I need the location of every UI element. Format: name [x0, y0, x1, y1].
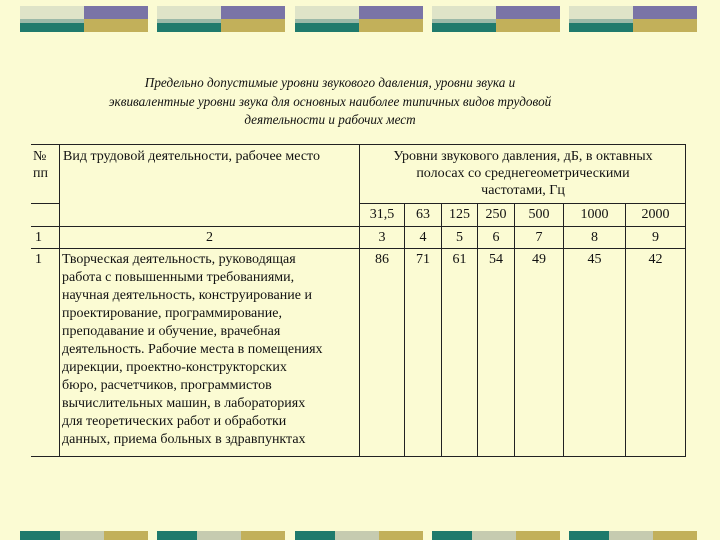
- slide-title-line: деятельности и рабочих мест: [244, 112, 416, 127]
- col-levels-header: Уровни звукового давления, дБ, в октавных: [393, 149, 653, 164]
- activity-description-line: вычислительных машин, в лабораториях: [62, 396, 306, 411]
- index-cell: 5: [456, 230, 463, 245]
- frequency-header: 2000: [641, 207, 670, 222]
- table-rule: [359, 144, 360, 457]
- decor-block: [20, 531, 148, 540]
- noise-levels-table: [31, 144, 686, 457]
- decor-block: [569, 6, 697, 32]
- col-levels-header: частотами, Гц: [481, 183, 565, 198]
- col-num-header: №: [33, 149, 47, 164]
- activity-description-line: данных, приема больных в здравпунктах: [62, 432, 306, 447]
- slide-title-line: эквивалентные уровни звука для основных наиболее типичных видов трудовой: [108, 93, 552, 109]
- index-cell: 4: [419, 230, 427, 245]
- level-value: 54: [489, 252, 503, 267]
- slide-title-line: Предельно допустимые уровни звукового давления, уровни звука и: [144, 75, 516, 90]
- decor-block: [432, 6, 560, 32]
- activity-description-line: преподавание и обучение, врачебная: [62, 324, 281, 339]
- index-cell: 6: [492, 230, 500, 245]
- level-value: 49: [532, 252, 546, 267]
- slide-title: [30, 74, 630, 130]
- table-rule: [31, 203, 60, 204]
- activity-description-line: работа с повышенными требованиями,: [62, 270, 295, 285]
- bottom-decorative-band: [0, 531, 720, 540]
- decor-block: [20, 6, 148, 32]
- index-cell: 3: [378, 230, 386, 245]
- row-number: 1: [35, 252, 42, 267]
- index-cell: 8: [591, 230, 598, 245]
- decor-block: [295, 531, 423, 540]
- table-rule: [360, 203, 686, 204]
- table-rule: [685, 144, 686, 457]
- activity-description-line: для теоретических работ и обработки: [62, 414, 287, 429]
- frequency-header: 1000: [580, 207, 609, 222]
- index-cell: 9: [652, 230, 659, 245]
- activity-description-line: деятельность. Рабочие места в помещениях: [62, 342, 323, 357]
- decor-block: [295, 6, 423, 32]
- level-value: 71: [416, 252, 430, 267]
- level-value: 86: [375, 252, 389, 267]
- index-cell: 7: [535, 230, 543, 245]
- index-cell: 2: [206, 230, 213, 245]
- frequency-header: 31,5: [369, 207, 395, 222]
- frequency-header: 63: [416, 207, 430, 222]
- col-activity-header: Вид трудовой деятельности, рабочее место: [63, 149, 320, 164]
- decor-block: [569, 531, 697, 540]
- level-value: 61: [452, 252, 467, 267]
- level-value: 45: [587, 252, 602, 267]
- activity-description-line: Творческая деятельность, руководящая: [62, 252, 296, 267]
- decor-block: [157, 6, 285, 32]
- decor-block: [432, 531, 560, 540]
- top-decorative-band: [0, 6, 720, 34]
- activity-description-line: дирекции, проектно-конструкторских: [62, 360, 287, 375]
- level-value: 42: [648, 252, 663, 267]
- table-rule: [59, 144, 60, 457]
- index-cell: 1: [35, 230, 42, 245]
- activity-description-line: бюро, расчетчиков, программистов: [62, 378, 272, 393]
- activity-description-line: научная деятельность, конструирование и: [62, 288, 312, 303]
- activity-description-line: проектирование, программирование,: [62, 306, 282, 321]
- col-num-header: пп: [33, 166, 48, 181]
- frequency-header: 125: [449, 207, 470, 222]
- frequency-header: 250: [485, 207, 507, 222]
- decor-block: [157, 531, 285, 540]
- frequency-header: 500: [528, 207, 550, 222]
- col-levels-header: полосах со среднегеометрическими: [416, 166, 630, 181]
